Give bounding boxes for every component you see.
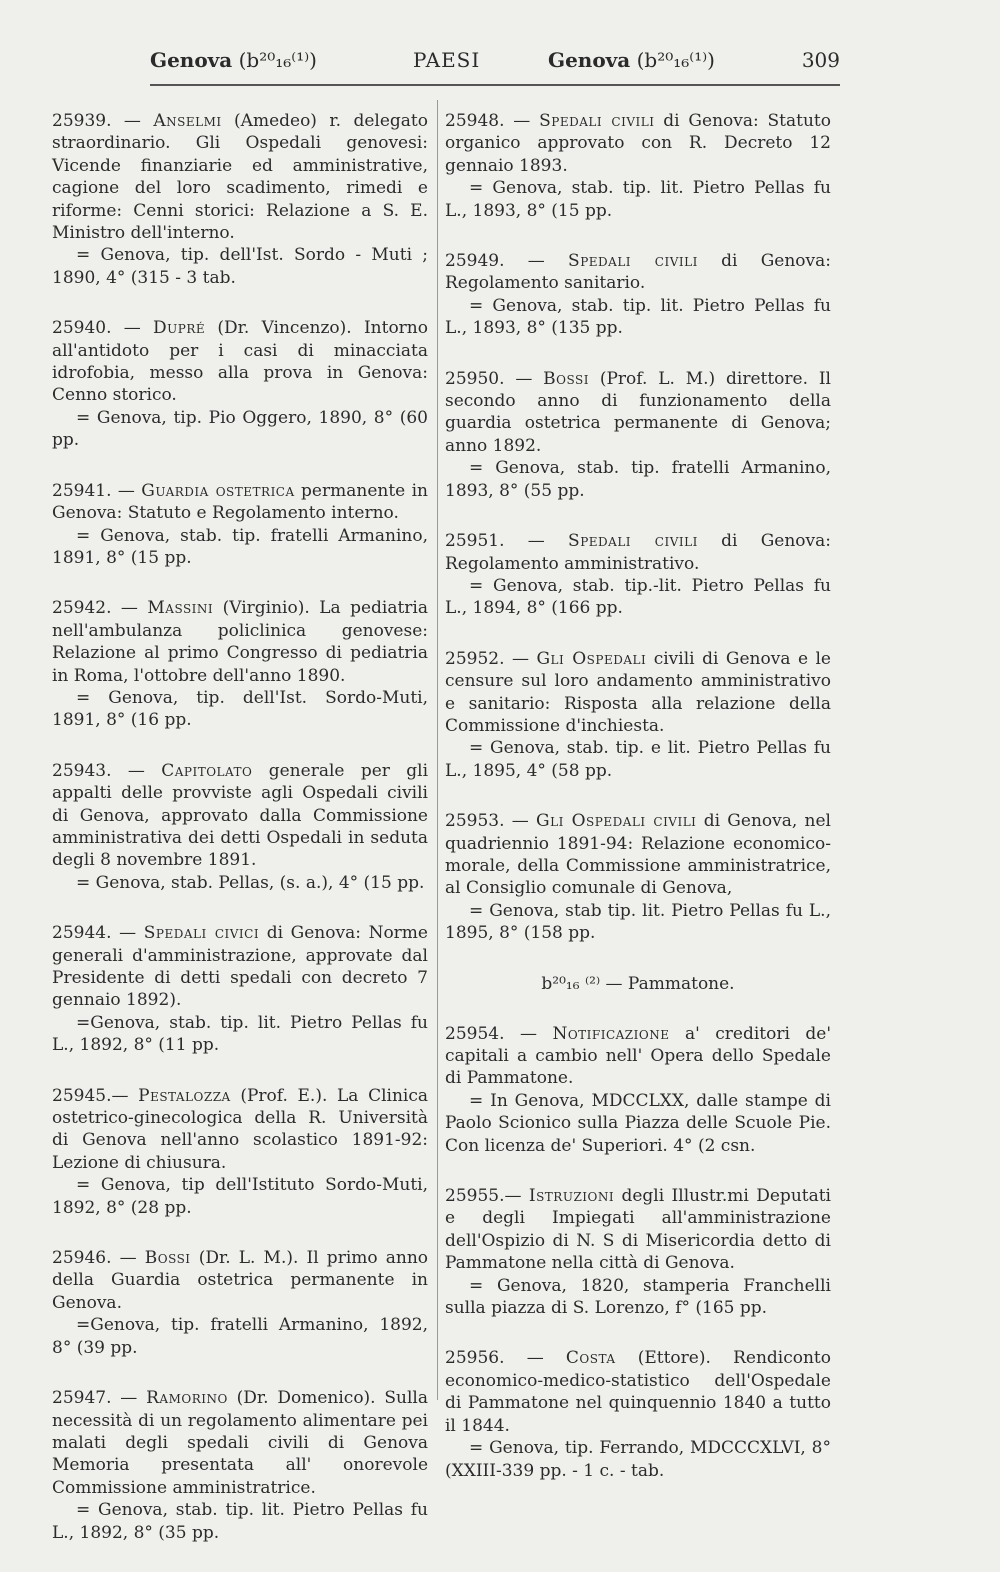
bibliography-entry bbox=[52, 1387, 428, 1544]
entry-author: Spedali civili bbox=[568, 531, 698, 552]
entry-number: 25944. — bbox=[52, 923, 144, 944]
entry-author: Dupré bbox=[153, 318, 206, 339]
entry-number: 25940. — bbox=[52, 318, 153, 339]
header-left-title: Genova bbox=[150, 48, 233, 72]
entry-title: degli Illustr.mi Deputati e degli Impiegati all'amministrazione dell'Ospizio di N. S di Misericordia detto di Pammatone nella città di Genova. bbox=[445, 1186, 831, 1274]
entry-title: civili di Genova e le censure sul loro andamento amministrativo e sanitario: Risposta alla relazione della Commissione d'inchiesta. bbox=[445, 648, 831, 736]
entry-author: Capitolato bbox=[161, 760, 253, 781]
entry-number: 25956. — bbox=[445, 1348, 566, 1369]
bibliography-entry bbox=[445, 368, 831, 502]
header-section-title: PAESI bbox=[413, 48, 481, 72]
entry-number: 25948. — bbox=[445, 111, 540, 131]
entry-number: 25952. — bbox=[445, 648, 537, 669]
entry-title: a' creditori de' capitali a cambio nell' Opera dello Spedale di Pammatone. bbox=[445, 1023, 831, 1089]
entry-publication: = Genova, tip. Pio Oggero, 1890, 8° (60 pp. bbox=[52, 407, 428, 451]
entry-number: 25949. — bbox=[445, 251, 569, 272]
entry-publication: = Genova, tip dell'Istituto Sordo-Muti, 1892, 8° (28 pp. bbox=[52, 1175, 428, 1218]
entry-author: Costa bbox=[565, 1348, 616, 1369]
entry-author: Anselmi bbox=[153, 111, 222, 131]
bibliography-entry bbox=[445, 110, 831, 222]
entry-title: (Virginio). La pediatria nell'ambulanza policlinica genovese: Relazione al primo Congresso di pediatria in Roma, l'ottobre dell'anno 1890. bbox=[52, 598, 428, 686]
entry-author: Bossi bbox=[543, 368, 589, 389]
entry-author: Spedali civili bbox=[539, 111, 655, 131]
entry-number: 25955.— bbox=[445, 1186, 529, 1207]
entry-publication: =Genova, stab. tip. lit. Pietro Pellas fu L., 1892, 8° (11 pp. bbox=[52, 1012, 428, 1056]
entry-title: (Prof. E.). La Clinica ostetrico-ginecologica della R. Università di Genova nell'anno scolastico 1891-92: Lezione di chiusura. bbox=[52, 1085, 428, 1173]
entry-author: Ramorino bbox=[146, 1388, 228, 1409]
entry-publication: = Genova, stab. tip. fratelli Armanino, 1891, 8° (15 pp. bbox=[52, 525, 428, 568]
bibliography-entry bbox=[445, 1023, 831, 1157]
left-column bbox=[52, 110, 428, 1572]
entry-author: Notificazione bbox=[552, 1023, 670, 1044]
entry-title: di Genova: Statuto organico approvato con R. Decreto 12 gennaio 1893. bbox=[445, 111, 832, 176]
column-divider bbox=[437, 100, 438, 1400]
header-rule bbox=[150, 84, 840, 86]
entry-publication: = Genova, tip. Ferrando, MDCCCXLVI, 8° (XXIII-339 pp. - 1 c. - tab. bbox=[445, 1438, 831, 1481]
bibliography-entry bbox=[52, 922, 428, 1056]
entry-publication: = Genova, stab. tip. lit. Pietro Pellas fu L., 1893, 8° (135 pp. bbox=[445, 295, 831, 339]
entry-publication: = In Genova, MDCCLXX, dalle stampe di Paolo Scionico sulla Piazza delle Scuole Pie. Con licenza de' Superiori. 4° (2 csn. bbox=[445, 1090, 831, 1156]
header-right-ref: (b²⁰₁₆⁽¹⁾) bbox=[636, 48, 715, 72]
bibliography-entry bbox=[52, 597, 428, 731]
entry-number: 25947. — bbox=[52, 1388, 147, 1409]
entry-publication: =Genova, tip. fratelli Armanino, 1892, 8° (39 pp. bbox=[52, 1315, 428, 1358]
bibliography-entry bbox=[445, 530, 831, 620]
entry-title: (Dr. Vincenzo). Intorno all'antidoto per i casi di minacciata idrofobia, messo alla prova in Genova: Cenno storico. bbox=[52, 318, 428, 406]
entry-author: Pestalozza bbox=[138, 1085, 231, 1106]
entry-title: (Ettore). Rendiconto economico-medico-statistico dell'Ospedale di Pammatone nel quinquennio 1840 a tutto il 1844. bbox=[445, 1348, 832, 1436]
entry-author: Gli Ospedali civili bbox=[536, 811, 697, 832]
bibliography-entry bbox=[445, 810, 831, 944]
entry-publication: = Genova, stab. Pellas, (s. a.), 4° (15 pp. bbox=[76, 872, 425, 893]
entry-number: 25950. — bbox=[445, 368, 544, 389]
running-header bbox=[150, 48, 840, 88]
page-number: 309 bbox=[801, 48, 840, 72]
entry-title: di Genova, nel quadriennio 1891-94: Relazione economico-morale, della Commissione amministratrice, al Consiglio comunale di Genova, bbox=[445, 811, 831, 899]
entry-publication: = Genova, stab. tip. lit. Pietro Pellas fu L., 1893, 8° (15 pp. bbox=[445, 178, 831, 221]
header-left-ref: (b²⁰₁₆⁽¹⁾) bbox=[238, 48, 317, 72]
bibliography-entry bbox=[445, 1347, 831, 1481]
entry-publication: = Genova, tip. dell'Ist. Sordo-Muti, 1891, 8° (16 pp. bbox=[52, 687, 428, 731]
bibliography-entry bbox=[52, 317, 428, 451]
header-right-title: Genova bbox=[548, 48, 631, 72]
entry-publication: = Genova, stab tip. lit. Pietro Pellas fu L., 1895, 8° (158 pp. bbox=[445, 900, 831, 944]
entry-author: Spedali civici bbox=[143, 923, 260, 944]
entry-title: di Genova: Regolamento amministrativo. bbox=[445, 531, 832, 574]
entry-author: Guardia ostetrica bbox=[141, 480, 295, 501]
bibliography-entry bbox=[52, 1085, 428, 1219]
entry-title: generale per gli appalti delle provviste agli Ospedali civili di Genova, approvato dalla Commissione amministrativa dei detti Ospedali in seduta degli 8 novembre 1891. bbox=[52, 760, 429, 871]
entry-author: Gli Ospedali bbox=[536, 648, 647, 669]
entry-author: Massini bbox=[147, 598, 214, 619]
entry-publication: = Genova, tip. dell'Ist. Sordo - Muti ; 1890, 4° (315 - 3 tab. bbox=[52, 245, 428, 288]
right-column bbox=[445, 110, 831, 1510]
entry-title: permanente in Genova: Statuto e Regolamento interno. bbox=[52, 480, 428, 524]
entry-title: (Dr. Domenico). Sulla necessità di un regolamento alimentare pei malati degli spedali civili di Genova Memoria presentata all' onorevole Commissione amministratrice. bbox=[52, 1388, 429, 1498]
bibliography-entry bbox=[52, 480, 428, 570]
entry-title: di Genova: Regolamento sanitario. bbox=[445, 251, 832, 294]
entry-number: 25942. — bbox=[52, 598, 148, 619]
entry-title: (Prof. L. M.) direttore. Il secondo anno di funzionamento della guardia ostetrica permanente di Genova; anno 1892. bbox=[445, 368, 831, 456]
bibliography-entry bbox=[52, 1247, 428, 1359]
section-subheading: b²⁰₁₆ ⁽²⁾ — Pammatone. bbox=[541, 973, 735, 994]
entry-author: Bossi bbox=[144, 1248, 191, 1269]
entry-number: 25946. — bbox=[52, 1248, 145, 1269]
bibliography-entry bbox=[445, 648, 831, 782]
entry-title: di Genova: Norme generali d'amministrazione, approvate dal Presidente di detti spedali con decreto 7 gennaio 1892). bbox=[52, 923, 428, 1011]
entry-publication: = Genova, stab. tip. fratelli Armanino, 1893, 8° (55 pp. bbox=[445, 458, 831, 501]
entry-publication: = Genova, stab. tip. lit. Pietro Pellas fu L., 1892, 8° (35 pp. bbox=[52, 1500, 428, 1543]
entry-publication: = Genova, 1820, stamperia Franchelli sulla piazza di S. Lorenzo, f° (165 pp. bbox=[445, 1275, 831, 1319]
entry-number: 25943. — bbox=[52, 760, 162, 781]
entry-number: 25951. — bbox=[445, 531, 569, 552]
entry-number: 25941. — bbox=[52, 480, 142, 501]
entry-number: 25954. — bbox=[445, 1023, 553, 1044]
entry-title: (Dr. L. M.). Il primo anno della Guardia ostetrica permanente in Genova. bbox=[52, 1248, 429, 1313]
bibliography-entry bbox=[52, 760, 428, 894]
bibliography-entry bbox=[445, 250, 831, 340]
entry-number: 25945.— bbox=[52, 1085, 139, 1106]
entry-publication: = Genova, stab. tip. e lit. Pietro Pellas fu L., 1895, 4° (58 pp. bbox=[445, 738, 831, 781]
bibliography-entry bbox=[445, 1185, 831, 1319]
entry-author: Spedali civili bbox=[568, 251, 698, 272]
bibliography-entry bbox=[52, 110, 428, 289]
entry-number: 25939. — bbox=[52, 111, 154, 131]
entry-title: (Amedeo) r. delegato straordinario. Gli Ospedali genovesi: Vicende finanziarie ed amministrative, cagione del loro scadimento, rimedi e riforme: Cenni storici: Relazione a S. E. Ministro dell'interno. bbox=[52, 111, 428, 244]
entry-number: 25953. — bbox=[445, 811, 537, 832]
entry-author: Istruzioni bbox=[528, 1186, 615, 1207]
entry-publication: = Genova, stab. tip.-lit. Pietro Pellas fu L., 1894, 8° (166 pp. bbox=[445, 575, 831, 619]
